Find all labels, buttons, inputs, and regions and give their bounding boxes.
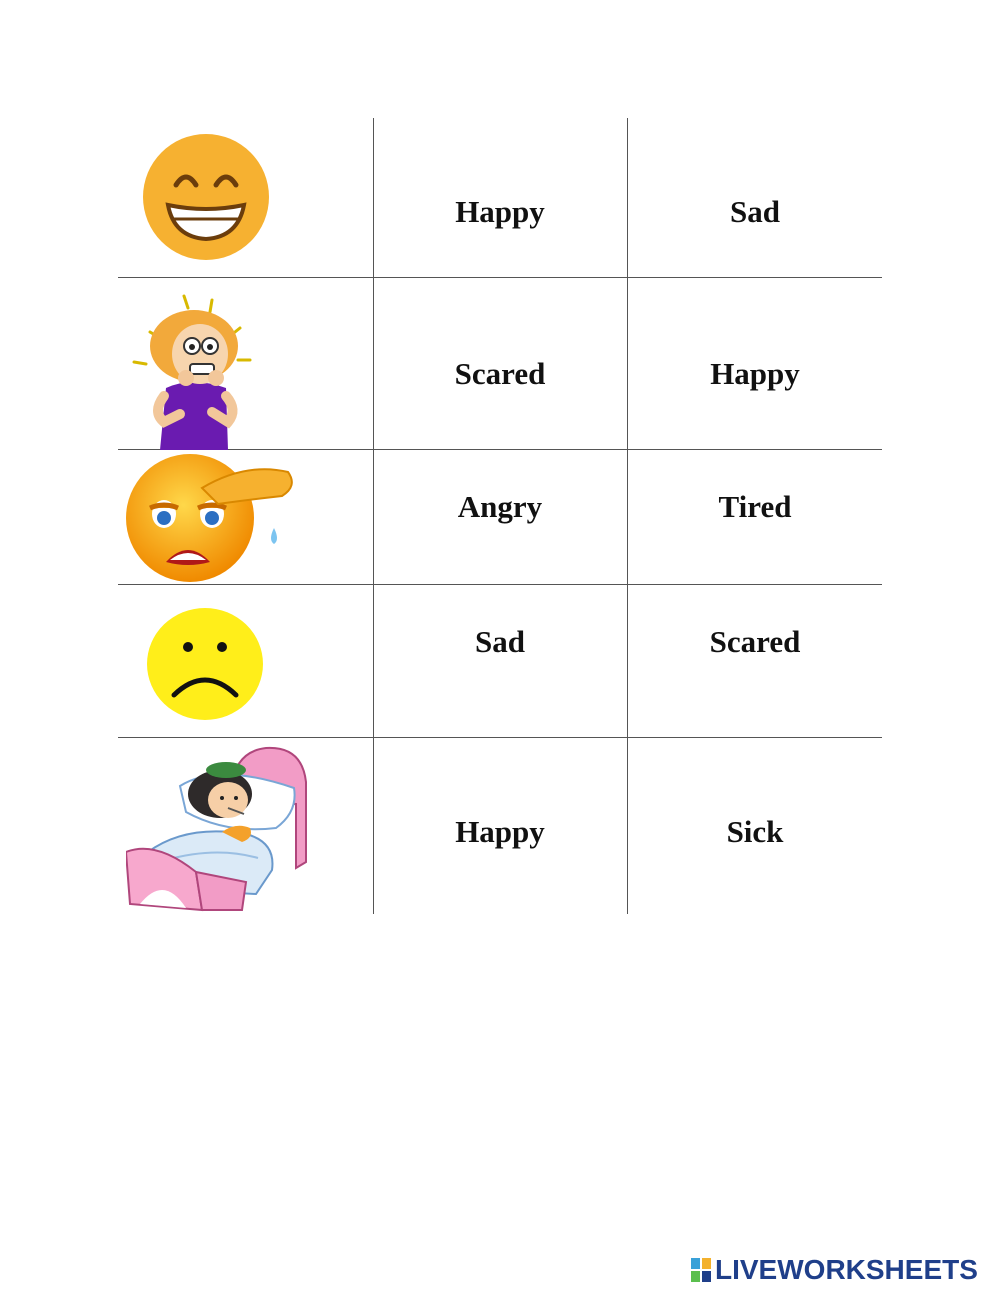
table-row: [118, 118, 882, 277]
table-row: [118, 738, 882, 914]
grinning-face-icon: [142, 133, 270, 261]
answer-option[interactable]: Sad: [730, 194, 780, 229]
liveworksheets-logo-icon: [691, 1258, 711, 1282]
answer-option[interactable]: Sick: [726, 814, 784, 849]
answer-option[interactable]: Happy: [455, 814, 545, 849]
liveworksheets-logo: [691, 1255, 978, 1285]
answer-option[interactable]: Scared: [709, 624, 801, 659]
worksheet-table: [118, 118, 882, 914]
table-row: [118, 450, 882, 584]
table-row: [118, 585, 882, 737]
row-picture: [118, 118, 372, 277]
scared-person-icon: [130, 292, 254, 450]
row-picture: [118, 585, 372, 737]
answer-option[interactable]: Happy: [455, 194, 545, 229]
answer-option[interactable]: Scared: [454, 356, 546, 391]
brand-name: LIVEWORKSHEETS: [715, 1254, 978, 1285]
row-picture: [118, 738, 372, 914]
tired-face-icon: [126, 452, 298, 586]
row-picture: [118, 450, 372, 584]
sad-face-icon: [146, 607, 264, 721]
answer-option[interactable]: Happy: [710, 356, 800, 391]
answer-option[interactable]: Sad: [475, 624, 525, 659]
answer-option[interactable]: Tired: [718, 489, 792, 524]
answer-option[interactable]: Angry: [457, 489, 543, 524]
sick-girl-in-bed-icon: [126, 742, 310, 914]
row-picture: [118, 278, 372, 449]
table-row: [118, 278, 882, 449]
